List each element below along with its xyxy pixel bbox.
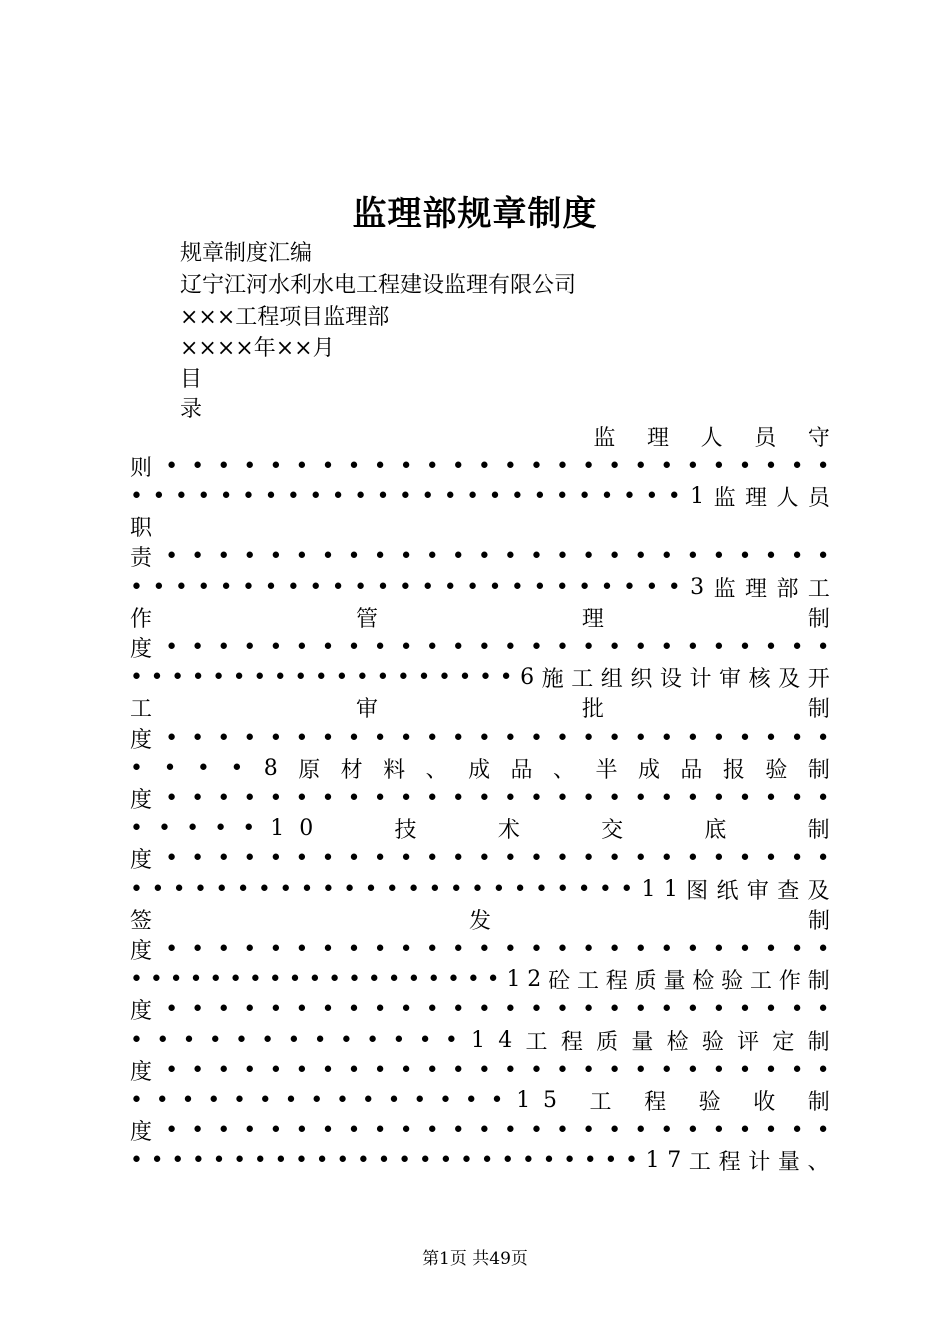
- toc-line: • • • • • • • • • • • • • • • • • • • 1 2 砼 工 程 质 量 检 验 工 作 制: [130, 967, 830, 995]
- toc-line: 度 • • • • • • • • • • • • • • • • • • • • • • • • • •: [130, 936, 830, 964]
- page-title: 监理部规章制度: [352, 194, 598, 234]
- toc-line: • • • • • • • • • • • • • 1 4 工 程 质 量 检 验 评 定 制: [130, 1027, 830, 1055]
- toc-line: • • • • • • • • • • • • • • • • • • • • • • • • • 3 监 理 部 工: [130, 574, 830, 602]
- toc-line: 度 • • • • • • • • • • • • • • • • • • • • • • • • • •: [130, 725, 830, 753]
- toc-line: • • • • • • • • • • • • • • • • • • • • • • • • 1 1 图 纸 审 查 及: [130, 876, 830, 904]
- header-line-collection: 规章制度汇编: [180, 241, 313, 266]
- toc-line: 度 • • • • • • • • • • • • • • • • • • • • • • • • • •: [130, 1118, 830, 1146]
- toc-line: 监 理 人 员 守: [593, 425, 830, 451]
- toc-line: 度 • • • • • • • • • • • • • • • • • • • • • • • • • •: [130, 997, 830, 1025]
- toc-line: 度 • • • • • • • • • • • • • • • • • • • • • • • • • •: [130, 1057, 830, 1085]
- header-line-toc-1: 目: [180, 367, 203, 392]
- toc-line: • • • • • 1 0 技 术 交 底 制: [130, 816, 830, 844]
- toc-line: 签 发 制: [130, 908, 830, 934]
- toc-line: 度 • • • • • • • • • • • • • • • • • • • • • • • • • •: [130, 785, 830, 813]
- header-line-date: ××××年××月: [180, 336, 335, 361]
- toc-line: 度 • • • • • • • • • • • • • • • • • • • • • • • • • •: [130, 634, 830, 662]
- header-line-project: ×××工程项目监理部: [180, 305, 390, 330]
- toc-line: 职: [130, 516, 153, 542]
- toc-line: • • • • • • • • • • • • • • • • • • • 6 施 工 组 织 设 计 审 核 及 开: [130, 665, 830, 693]
- toc-line: 责 • • • • • • • • • • • • • • • • • • • • • • • • • •: [130, 544, 830, 572]
- header-line-company: 辽宁江河水利水电工程建设监理有限公司: [180, 273, 577, 298]
- toc-line: • • • • • • • • • • • • • • • 1 5 工 程 验 收 制: [130, 1087, 830, 1115]
- toc-line: • • • • • • • • • • • • • • • • • • • • • • • • • 1 7 工 程 计 量 、: [130, 1148, 830, 1176]
- toc-line: 度 • • • • • • • • • • • • • • • • • • • • • • • • • •: [130, 846, 830, 874]
- toc-line: • • • • 8 原 材 料 、 成 品 、 半 成 品 报 验 制: [130, 755, 830, 783]
- toc-line: 作 管 理 制: [130, 606, 830, 632]
- toc-line: 则 • • • • • • • • • • • • • • • • • • • • • • • • • •: [130, 453, 830, 481]
- toc-line: 工 审 批 制: [130, 697, 830, 723]
- header-line-toc-2: 录: [180, 397, 203, 422]
- toc-line: • • • • • • • • • • • • • • • • • • • • • • • • • 1 监 理 人 员: [130, 483, 830, 511]
- page-footer: 第1页 共49页: [422, 1249, 528, 1269]
